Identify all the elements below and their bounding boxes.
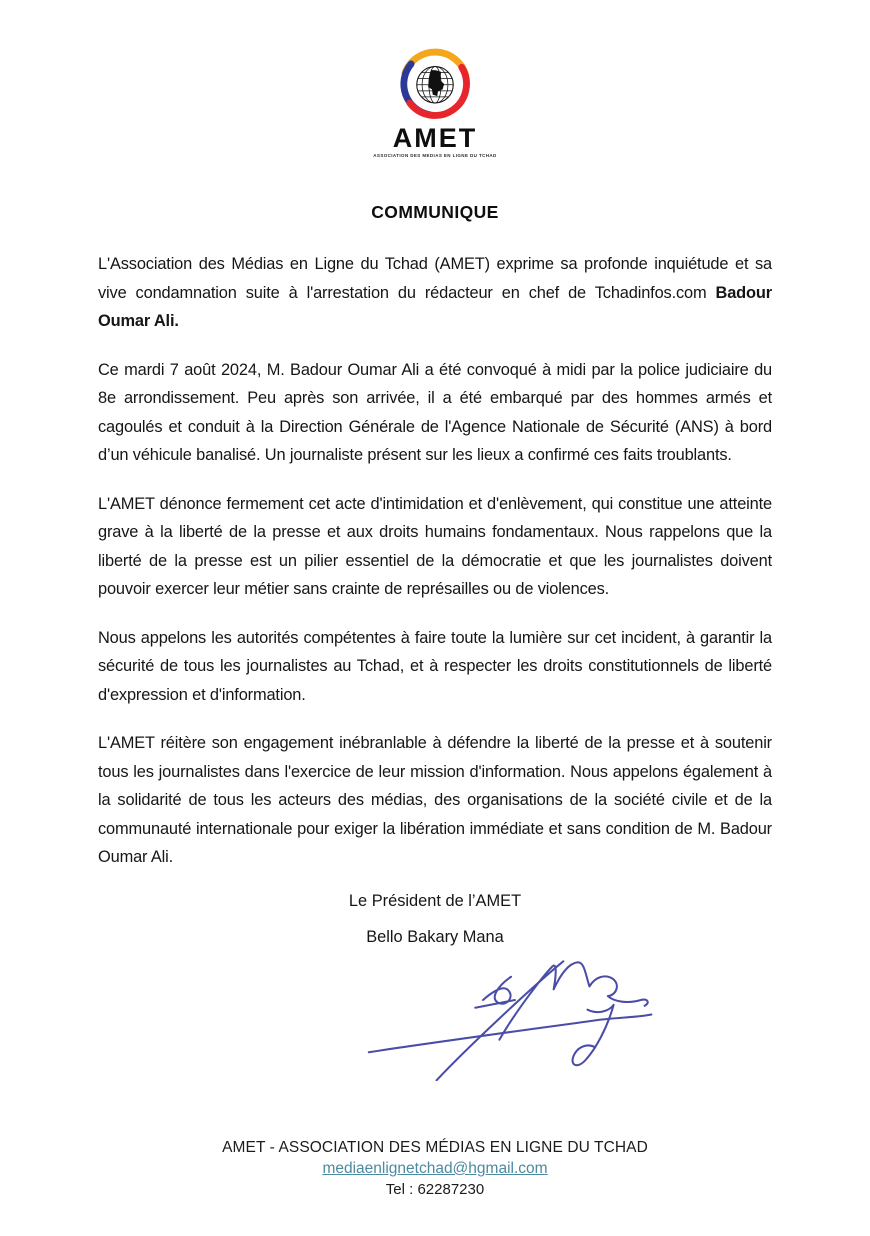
paragraph-5-text: L'AMET réitère son engagement inébranlable à défendre la liberté de la presse et à soutenir tous les journalistes dans l'exercice de leur mission d'information. Nous appelons également à la solidarité de tous les acteurs des médias, des organisations de la société civile et de la communauté internationale pour exiger la libération immédiate et sans condition de M. Badour Oumar Ali.	[98, 734, 772, 867]
signatory-name: Bello Bakary Mana	[366, 927, 504, 946]
amet-globe-logo-icon	[397, 46, 473, 122]
paragraph-2	[98, 356, 772, 470]
paragraph-1-bold-name: Badour Oumar Ali.	[98, 283, 772, 331]
org-logo	[0, 0, 870, 158]
document-body	[98, 250, 772, 872]
paragraph-2-text: Ce mardi 7 août 2024, M. Badour Oumar Ali a été convoqué à midi par la police judiciaire du 8e arrondissement. Peu après son arrivée, il a été embarqué par des hommes armés et cagoulés et conduit à la Direction Générale de l'Agence Nationale de Sécurité (ANS) à bord d’un véhicule banalisé. Un journaliste présent sur les lieux a confirmé ces faits troublants.	[98, 360, 772, 465]
paragraph-4	[98, 624, 772, 710]
paragraph-1	[98, 250, 772, 336]
page-title: COMMUNIQUE	[371, 202, 499, 223]
signatory-role: Le Président de l’AMET	[348, 891, 522, 910]
paragraph-3	[98, 490, 772, 604]
paragraph-1-text: L'Association des Médias en Ligne du Tchad (AMET) exprime sa profonde inquiétude et sa vive condamnation suite à l'arrestation du rédacteur en chef de Tchadinfos.com	[98, 255, 772, 302]
paragraph-5	[98, 729, 772, 872]
footer-email-link[interactable]: mediaenlignetchad@hgmail.com	[322, 1160, 548, 1177]
logo-tagline: ASSOCIATION DES MEDIAS EN LIGNE DU TCHAD	[373, 153, 497, 159]
footer	[0, 1137, 870, 1200]
footer-phone: Tel : 62287230	[385, 1181, 485, 1198]
paragraph-4-text: Nous appelons les autorités compétentes à faire toute la lumière sur cet incident, à garantir la sécurité de tous les journalistes au Tchad, et à respecter les droits constitutionnels de liberté d'expression et d'information.	[98, 628, 772, 704]
footer-org-line: AMET - ASSOCIATION DES MÉDIAS EN LIGNE DU TCHAD	[222, 1139, 648, 1156]
handwritten-signature-icon	[363, 949, 663, 1081]
logo-acronym: AMET	[392, 123, 478, 153]
paragraph-3-text: L'AMET dénonce fermement cet acte d'intimidation et d'enlèvement, qui constitue une atteinte grave à la liberté de la presse et aux droits humains fondamentaux. Nous rappelons que la liberté de la presse est un pilier essentiel de la démocratie et que les journalistes doivent pouvoir exercer leur métier sans crainte de représailles ou de violences.	[98, 494, 772, 599]
signature-block	[0, 949, 870, 1086]
